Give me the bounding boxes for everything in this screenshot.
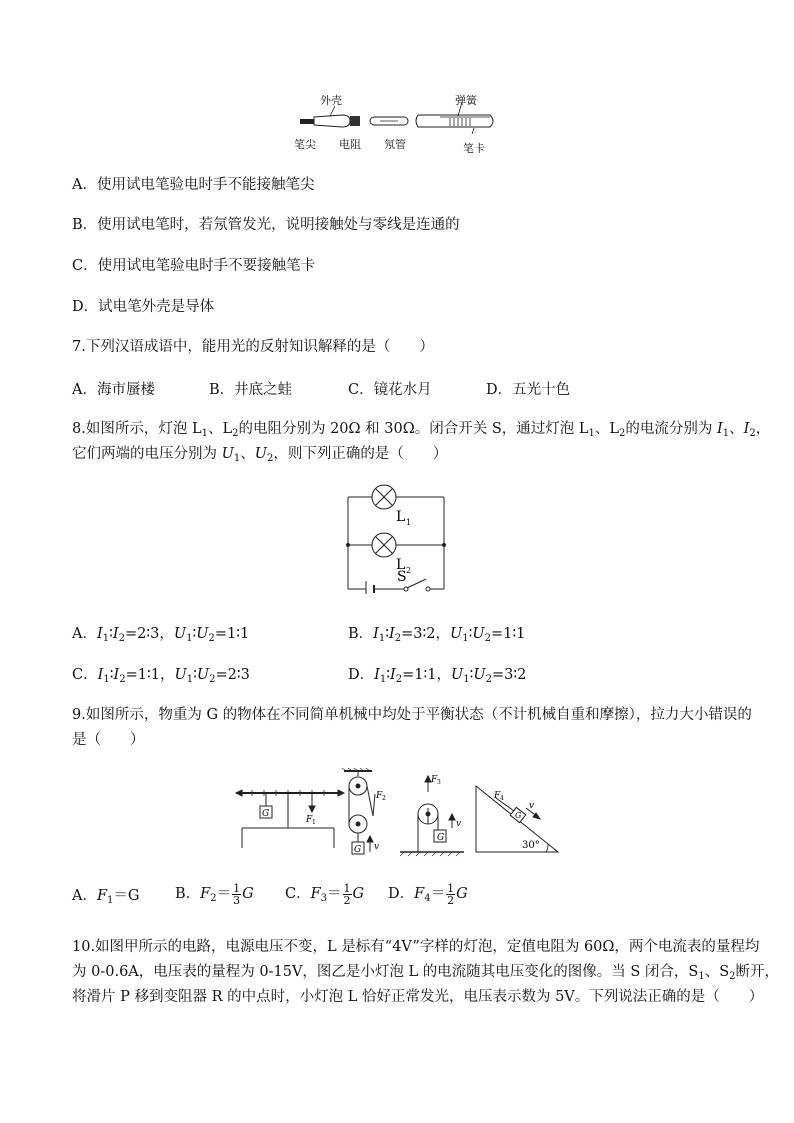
svg-text:F: F	[376, 791, 383, 801]
svg-text:v: v	[374, 842, 380, 852]
q10-line2: 为 0-0.6A，电压表的量程为 0-15V，图乙是小灯泡 L 的电流随其电压变化的图像。当 S 闭合，$S_1$、$S_2$断开，	[72, 964, 780, 982]
q7-option-c[interactable]: C．镜花水月	[348, 382, 432, 398]
movable-pulley	[400, 776, 464, 856]
svg-text:4: 4	[500, 795, 504, 802]
svg-text:3: 3	[437, 779, 441, 786]
q8-option-c[interactable]: C．$I_1∶I_2=1∶1$，$U_1∶U_2=2∶3$	[72, 667, 250, 685]
q6-option-a[interactable]: A．使用试电笔验电时手不能接触笔尖	[72, 177, 315, 193]
lamp-l1	[372, 485, 396, 509]
svg-text:G: G	[515, 811, 522, 820]
svg-text:v: v	[456, 819, 462, 829]
label-l2: L	[396, 557, 406, 573]
q9-option-a[interactable]: A．$F_1=G$	[72, 888, 140, 906]
svg-text:2: 2	[382, 795, 386, 802]
lamp-l2	[372, 533, 396, 557]
svg-text:F: F	[431, 775, 438, 785]
q9-stem-line1: 9.如图所示，物重为 G 的物体在不同简单机械中均处于平衡状态（不计机械自重和摩擦），拉力大小错误的	[72, 707, 752, 723]
q9-stem-line2: 是（ ）	[72, 732, 145, 748]
q9-machines-figure	[232, 768, 564, 860]
junction-left	[346, 543, 350, 547]
label-s: S	[397, 569, 407, 585]
q8-stem-line2: 它们两端的电压分别为 $U_1$、$U_2$，则下列正确的是（ ）	[72, 446, 448, 464]
pen-shell	[314, 115, 350, 127]
q9-option-b[interactable]: B．$F_2=$ $\frac{1}{3}$ G	[175, 881, 254, 907]
q7-option-d[interactable]: D．五光十色	[486, 382, 571, 398]
label-l1: L	[396, 509, 406, 525]
q6-option-d[interactable]: D．试电笔外壳是导体	[72, 299, 215, 315]
label-tip: 笔尖	[294, 138, 316, 151]
pulley-block	[342, 768, 375, 854]
svg-text:2: 2	[406, 566, 412, 575]
q7-stem: 7.下列汉语成语中，能用光的反射知识解释的是（ ）	[72, 339, 434, 355]
pen-tip	[300, 119, 314, 124]
svg-text:G: G	[437, 833, 445, 843]
q8-option-d[interactable]: D．$I_1∶I_2=1∶1$，$U_1∶U_2=3∶2$	[348, 667, 527, 685]
svg-text:v: v	[529, 801, 535, 811]
resistor	[350, 116, 360, 126]
q6-option-c[interactable]: C．使用试电笔验电时手不要接触笔卡	[72, 258, 316, 274]
junction-right	[442, 543, 446, 547]
label-clip: 笔卡	[463, 142, 485, 155]
q7-option-a[interactable]: A．海市蜃楼	[72, 382, 155, 398]
svg-text:1: 1	[406, 518, 412, 527]
label-shell: 外壳	[320, 94, 342, 107]
svg-text:F: F	[306, 815, 313, 825]
q8-stem-line1: 8.如图所示，灯泡 $L_1$、$L_2$的电阻分别为 20Ω 和 30Ω。闭合开关 S，通过灯泡 $L_1$、$L_2$的电流分别为 $I_1$、$I_2$，	[72, 421, 771, 439]
lever	[236, 790, 344, 848]
q8-circuit-diagram	[340, 482, 455, 594]
label-spring: 弹簧	[455, 94, 477, 107]
q9-option-c[interactable]: C．$F_3=$ $\frac{1}{2}$ G	[285, 881, 365, 907]
label-resistor: 电阻	[339, 138, 361, 151]
switch-s	[404, 579, 430, 591]
q9-option-d[interactable]: D．$F_4=$ $\frac{1}{2}$ G	[388, 881, 468, 907]
svg-text:F: F	[494, 791, 501, 801]
q8-option-a[interactable]: A．$I_1∶I_2=2∶3$，$U_1∶U_2=1∶1$	[72, 626, 250, 644]
svg-text:30°: 30°	[522, 840, 540, 851]
q10-line1: 10.如图甲所示的电路，电源电压不变，L 是标有“4V”字样的灯泡，定值电阻为 60Ω，两个电流表的量程均	[72, 939, 760, 955]
q10-line3: 将滑片 P 移到变阻器 R 的中点时，小灯泡 L 恰好正常发光，电压表示数为 5V。下列说法正确的是（ ）	[72, 989, 764, 1005]
q7-option-b[interactable]: B．井底之蛙	[209, 382, 293, 398]
q8-option-b[interactable]: B．$I_1∶I_2=3∶2$，$U_1∶U_2=1∶1$	[348, 626, 526, 644]
battery	[366, 581, 374, 594]
q6-option-b[interactable]: B．使用试电笔时，若氖管发光，说明接触处与零线是连通的	[72, 217, 460, 233]
svg-text:G: G	[354, 845, 362, 855]
svg-text:1: 1	[312, 819, 316, 826]
svg-text:G: G	[262, 809, 270, 819]
label-neon: 氖管	[384, 138, 406, 151]
